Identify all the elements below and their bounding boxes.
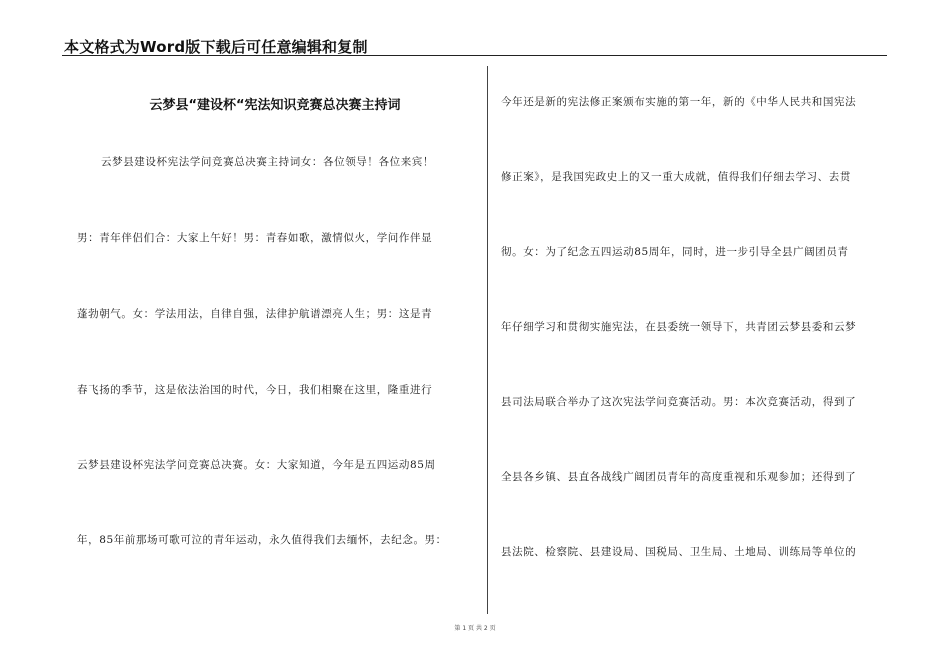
text-line: 县司法局联合举办了这次宪法学问竞赛活动。男：本次竞赛活动，得到了 — [501, 396, 857, 408]
text-line: 彻。女：为了纪念五四运动85周年，同时，进一步引导全县广阔团员青 — [501, 246, 849, 258]
text-line: 蓬勃朝气。女：学法用法，自律自强，法律护航谱漂亮人生；男：这是青 — [77, 308, 433, 320]
text-line: 云梦县建设杯宪法学问竞赛总决赛主持词女：各位领导！各位来宾！ — [101, 156, 434, 168]
column-divider — [487, 66, 488, 614]
text-line: 全县各乡镇、县直各战线广阔团员青年的高度重视和乐观参加；还得到了 — [501, 471, 857, 483]
header-divider — [62, 55, 887, 56]
page-footer: 第 1 页 共 2 页 — [454, 625, 496, 632]
document-header-banner: 本文格式为Word版下载后可任意编辑和复制 — [64, 38, 368, 56]
text-line: 云梦县建设杯宪法学问竞赛总决赛。女：大家知道，今年是五四运动85周 — [77, 459, 436, 471]
text-line: 男：青年伴侣们合：大家上午好！男：青春如歌，激情似火，学问作伴显 — [77, 232, 433, 244]
text-line: 年，85年前那场可歌可泣的青年运动，永久值得我们去缅怀，去纪念。男： — [77, 534, 447, 546]
text-line: 修正案》，是我国宪政史上的又一重大成就，值得我们仔细去学习、去贯 — [501, 171, 851, 183]
text-line: 春飞扬的季节，这是依法治国的时代，今日，我们相聚在这里，隆重进行 — [77, 384, 433, 396]
text-line: 年仔细学习和贯彻实施宪法，在县委统一领导下，共青团云梦县委和云梦 — [501, 321, 857, 333]
text-line: 今年还是新的宪法修正案颁布实施的第一年，新的《中华人民共和国宪法 — [501, 96, 857, 108]
text-line: 县法院、检察院、县建设局、国税局、卫生局、土地局、训练局等单位的 — [501, 546, 857, 558]
document-title: 云梦县“建设杯“宪法知识竞赛总决赛主持词 — [149, 98, 401, 113]
